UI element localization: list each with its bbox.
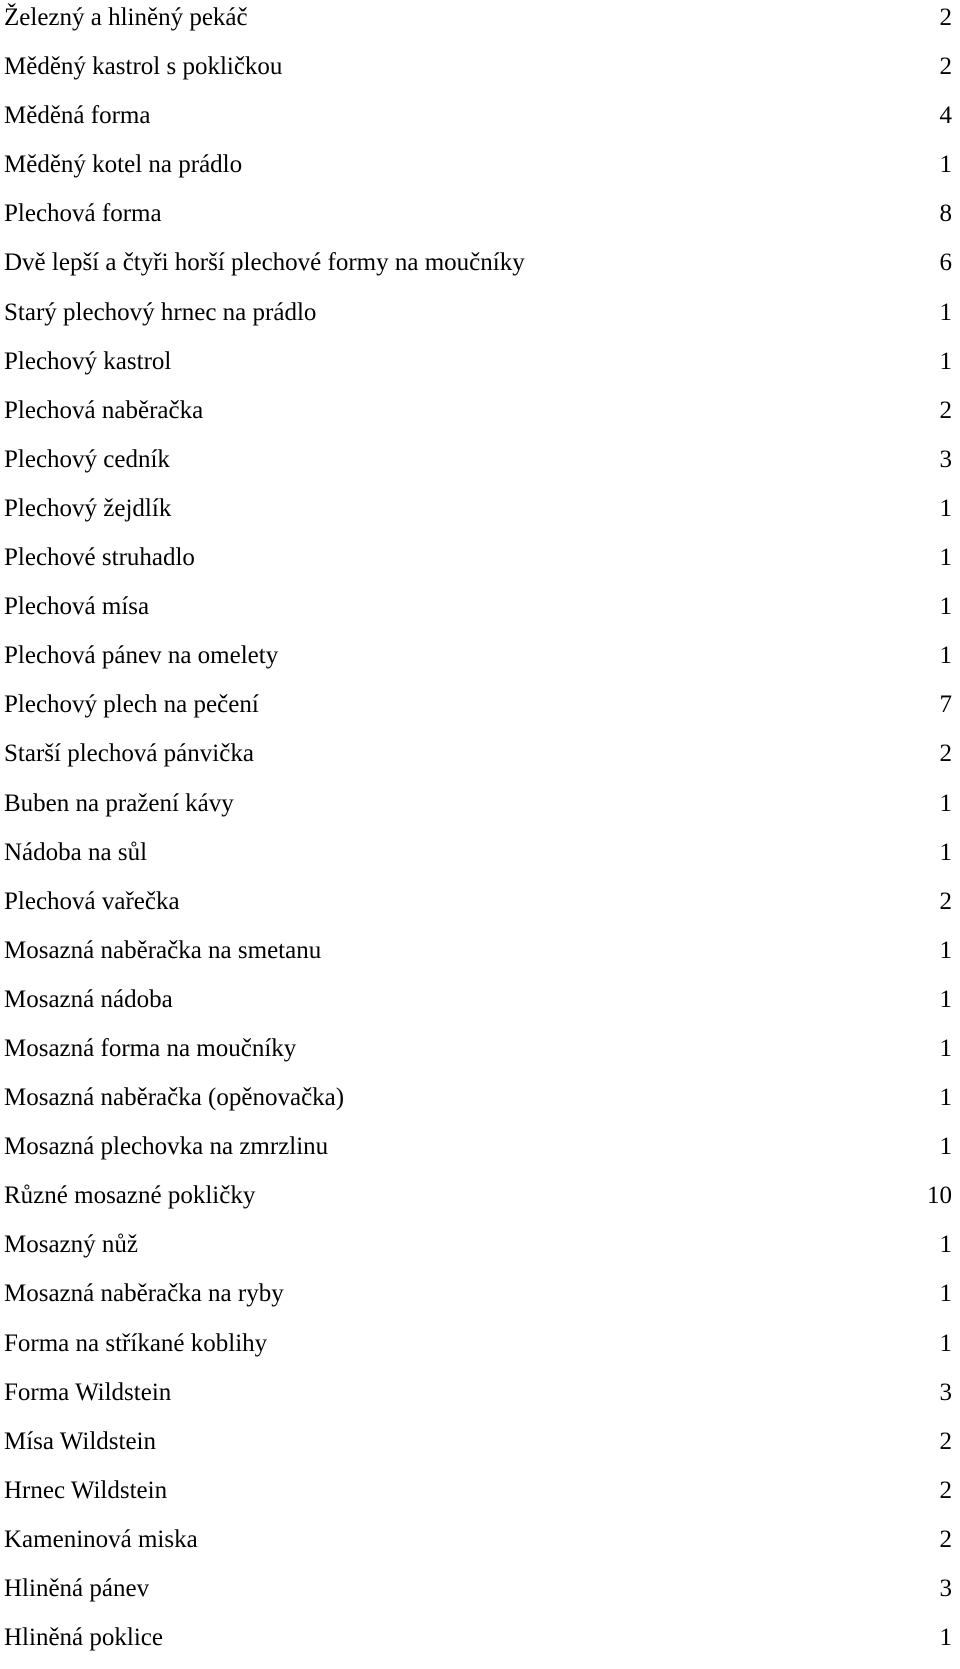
list-item [4,1326,952,1375]
item-name: Mosazná plechovka na zmrzlinu [4,1133,329,1161]
item-name: Plechová pánev na omelety [4,642,279,670]
item-quantity: 3 [939,445,952,473]
item-name: Mosazná naběračka na smetanu [4,936,322,964]
item-name: Plechová mísa [4,593,150,621]
list-item [4,295,952,344]
item-name: Starší plechová pánvička [4,740,254,768]
item-quantity: 3 [939,1575,952,1602]
item-name: Plechový kastrol [4,347,172,375]
list-item [4,1031,952,1080]
item-quantity: 1 [939,1133,952,1161]
item-name: Mosazná naběračka na ryby [4,1280,284,1308]
item-name: Mosazná forma na moučníky [4,1034,297,1062]
item-name: Buben na pražení kávy [4,789,234,817]
item-quantity: 3 [939,1378,952,1406]
item-name: Měděný kotel na prádlo [4,151,243,179]
item-name: Forma Wildstein [4,1378,172,1406]
list-item [4,736,952,785]
item-quantity: 1 [939,985,952,1013]
item-quantity: 2 [939,396,952,424]
item-name: Dvě lepší a čtyři horší plechové formy na moučníky [4,249,525,277]
item-quantity: 1 [939,1034,952,1062]
item-quantity: 1 [939,838,952,866]
item-quantity: 1 [939,593,952,621]
list-item [4,589,952,638]
item-quantity: 1 [939,1280,952,1308]
list-item [4,884,952,933]
list-item [4,835,952,884]
inventory-list [4,0,952,1669]
item-quantity: 1 [939,789,952,817]
list-item [4,1473,952,1522]
item-quantity: 1 [939,544,952,572]
item-name: Plechový plech na pečení [4,691,259,719]
item-quantity: 1 [939,1329,952,1357]
item-name: Různé mosazné pokličky [4,1182,256,1210]
item-name: Plechový cedník [4,445,170,473]
item-quantity: 1 [939,1084,952,1112]
item-name: Forma na stříkané koblihy [4,1329,268,1357]
item-name: Plechová naběračka [4,396,204,424]
list-item [4,1080,952,1129]
item-quantity: 2 [939,53,952,81]
list-item [4,1227,952,1276]
item-quantity: 1 [939,298,952,326]
list-item [4,442,952,491]
list-item [4,638,952,687]
item-name: Kameninová miska [4,1525,198,1553]
list-item [4,1375,952,1424]
item-name: Hrnec Wildstein [4,1476,168,1504]
item-quantity: 1 [939,1231,952,1259]
list-item [4,786,952,835]
item-quantity: 7 [939,691,952,719]
item-name: Měděný kastrol s pokličkou [4,53,283,81]
list-item [4,687,952,736]
item-name: Železný a hliněný pekáč [4,4,248,31]
item-name: Mosazný nůž [4,1231,138,1259]
item-quantity: 1 [939,1624,952,1652]
item-quantity: 1 [939,642,952,670]
item-name: Hliněná poklice [4,1624,163,1652]
list-item [4,1129,952,1178]
list-item [4,1620,952,1669]
item-quantity: 1 [939,347,952,375]
item-quantity: 6 [939,249,952,277]
item-quantity: 2 [939,1427,952,1455]
item-name: Plechová vařečka [4,887,180,915]
item-quantity: 8 [939,200,952,228]
list-item [4,0,952,49]
list-item [4,98,952,147]
item-quantity: 2 [939,1476,952,1504]
item-quantity: 1 [939,936,952,964]
list-item [4,147,952,196]
item-name: Hliněná pánev [4,1575,150,1602]
item-name: Plechový žejdlík [4,494,172,522]
item-quantity: 4 [939,102,952,130]
list-item [4,933,952,982]
item-quantity: 1 [939,151,952,179]
list-item [4,393,952,442]
item-name: Starý plechový hrnec na prádlo [4,298,317,326]
list-item [4,344,952,393]
item-quantity: 1 [939,494,952,522]
item-name: Nádoba na sůl [4,838,148,866]
list-item [4,245,952,294]
item-name: Mísa Wildstein [4,1427,157,1455]
list-item [4,491,952,540]
list-item [4,1178,952,1227]
item-quantity: 10 [927,1182,952,1210]
list-item [4,49,952,98]
item-quantity: 2 [939,4,952,31]
item-quantity: 2 [939,1525,952,1553]
list-item [4,1276,952,1325]
item-quantity: 2 [939,887,952,915]
item-quantity: 2 [939,740,952,768]
item-name: Plechové struhadlo [4,544,195,572]
list-item [4,196,952,245]
list-item [4,1571,952,1620]
list-item [4,540,952,589]
item-name: Mosazná nádoba [4,985,173,1013]
item-name: Mosazná naběračka (opěnovačka) [4,1084,345,1112]
list-item [4,1424,952,1473]
item-name: Měděná forma [4,102,151,130]
item-name: Plechová forma [4,200,162,228]
list-item [4,982,952,1031]
list-item [4,1522,952,1571]
